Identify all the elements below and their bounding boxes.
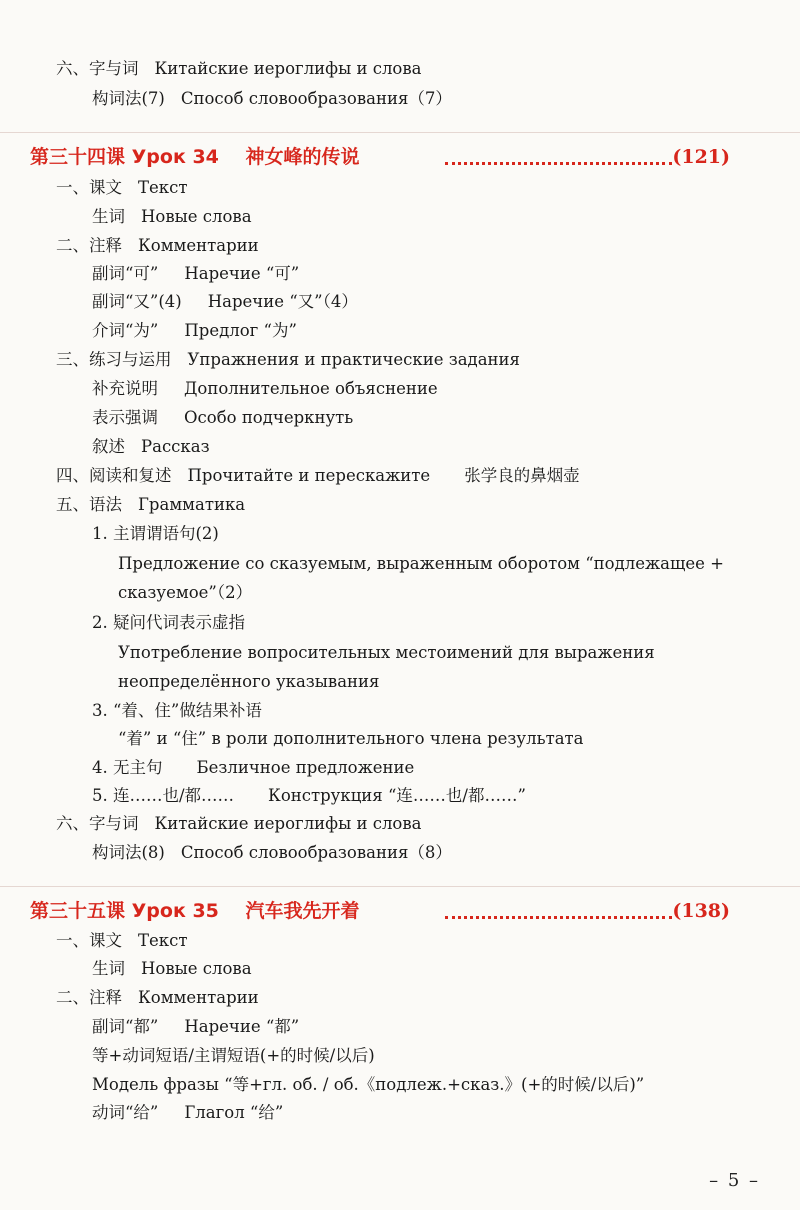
toc-entry: 等+动词短语/主谓短语(+的时候/以后) bbox=[92, 1046, 375, 1065]
grammar-translation: сказуемое”（2） bbox=[118, 583, 253, 602]
toc-entry: 构词法(8) Способ словообразования（8） bbox=[92, 843, 452, 862]
toc-entry: 介词“为” Предлог “为” bbox=[92, 321, 297, 340]
toc-entry: 生词 Новые слова bbox=[92, 207, 252, 226]
grammar-point: 5. 连……也/都…… Конструкция “连……也/都……” bbox=[92, 786, 526, 805]
toc-entry: 二、注释 Комментарии bbox=[56, 236, 259, 255]
toc-entry: 叙述 Рассказ bbox=[92, 437, 210, 456]
toc-entry: 五、语法 Грамматика bbox=[56, 495, 246, 514]
toc-entry: 二、注释 Комментарии bbox=[56, 988, 259, 1007]
grammar-translation: Употребление вопросительных местоимений для выражения bbox=[118, 643, 655, 662]
toc-entry: 表示强调 Особо подчеркнуть bbox=[92, 408, 354, 427]
grammar-point: 4. 无主句 Безличное предложение bbox=[92, 758, 415, 777]
lesson-34-heading[interactable]: 第三十四课 Урок 34 神女峰的传说 (121) bbox=[30, 142, 730, 172]
toc-entry: 三、练习与运用 Упражнения и практические задания bbox=[56, 350, 520, 369]
leader-dots bbox=[445, 162, 672, 165]
grammar-point: 1. 主谓谓语句(2) bbox=[92, 524, 219, 543]
grammar-translation: Предложение со сказуемым, выраженным оборотом “подлежащее + bbox=[118, 554, 724, 573]
grammar-translation: “着” и “住” в роли дополнительного члена результата bbox=[118, 729, 584, 748]
lesson-35-heading[interactable]: 第三十五课 Урок 35 汽车我先开着 (138) bbox=[30, 896, 730, 926]
toc-entry: 副词“可” Наречие “可” bbox=[92, 264, 300, 283]
lesson-page-ref: (121) bbox=[672, 146, 730, 168]
grammar-translation: неопределённого указывания bbox=[118, 672, 380, 691]
toc-entry: 六、字与词 Китайские иероглифы и слова bbox=[56, 814, 422, 833]
toc-entry: 副词“又”(4) Наречие “又”（4） bbox=[92, 292, 358, 311]
toc-entry: 构词法(7) Способ словообразования（7） bbox=[92, 89, 452, 108]
page-number: – 5 – bbox=[709, 1170, 760, 1191]
grammar-point: 2. 疑问代词表示虚指 bbox=[92, 613, 245, 632]
toc-entry: 一、课文 Текст bbox=[56, 178, 188, 197]
lesson-page-ref: (138) bbox=[672, 900, 730, 922]
section-divider bbox=[0, 132, 800, 133]
toc-entry: Модель фразы “等+гл. об. / об.《подлеж.+сказ.》(+的时候/以后)” bbox=[92, 1075, 645, 1094]
leader-dots bbox=[445, 916, 672, 919]
toc-entry: 动词“给” Глагол “给” bbox=[92, 1103, 284, 1122]
toc-entry: 补充说明 Дополнительное объяснение bbox=[92, 379, 438, 398]
toc-entry: 副词“都” Наречие “都” bbox=[92, 1017, 300, 1036]
toc-entry: 六、字与词 Китайские иероглифы и слова bbox=[56, 59, 422, 78]
grammar-point: 3. “着、住”做结果补语 bbox=[92, 701, 262, 720]
toc-entry: 一、课文 Текст bbox=[56, 931, 188, 950]
toc-entry: 四、阅读和复述 Прочитайте и перескажите 张学良的鼻烟壶 bbox=[56, 466, 580, 485]
toc-entry: 生词 Новые слова bbox=[92, 959, 252, 978]
section-divider bbox=[0, 886, 800, 887]
